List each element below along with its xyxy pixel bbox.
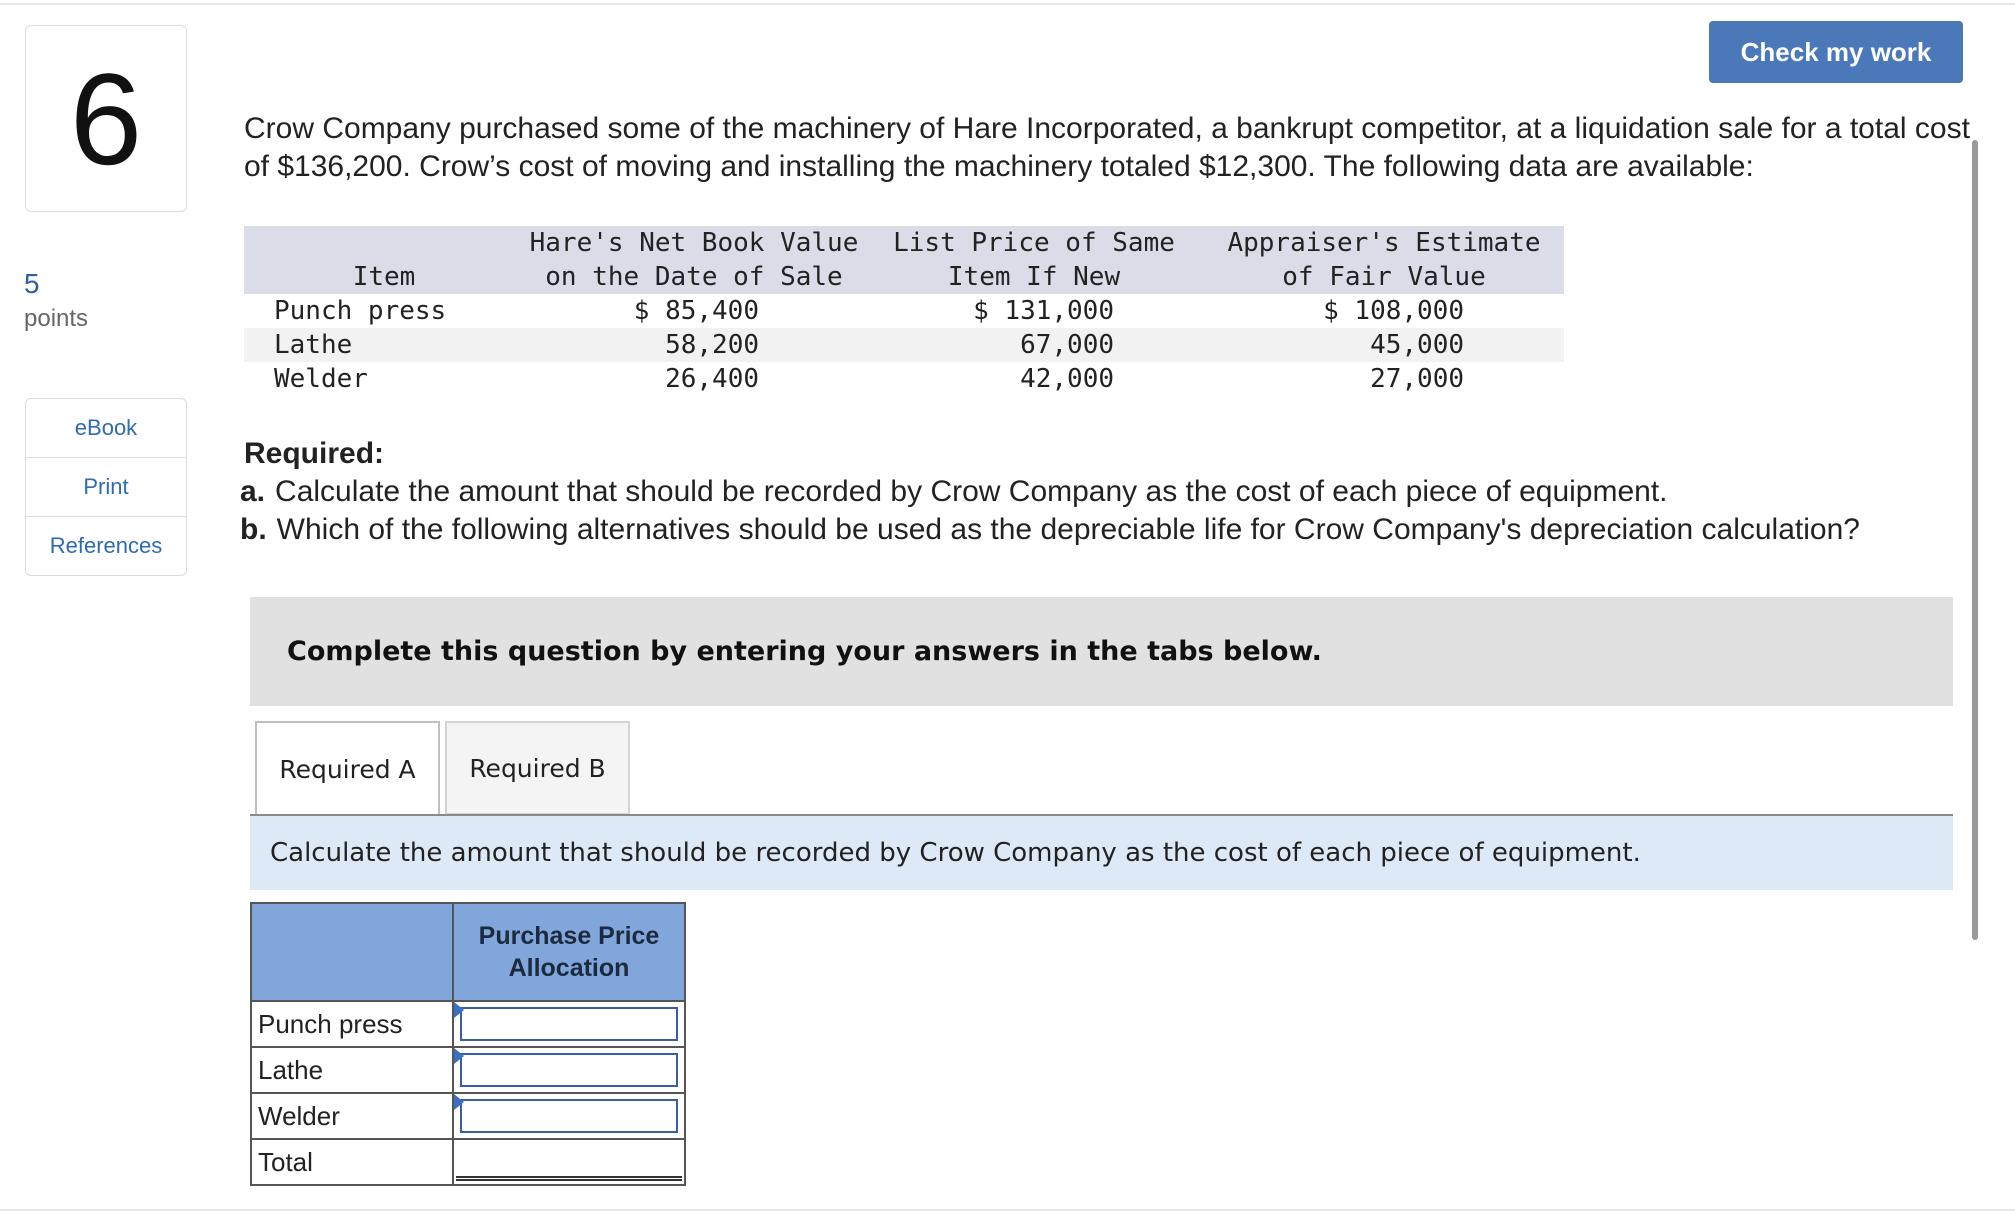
- row-book-value: 26,400: [665, 364, 759, 394]
- required-b-text: Which of the following alternatives should be used as the depreciable life for Crow Company's depreciation calculation?: [276, 513, 1860, 546]
- welder-cell: [453, 1093, 685, 1139]
- punch-press-cell: [453, 1001, 685, 1047]
- table-row: [244, 362, 1564, 396]
- tab-required-a[interactable]: Required A: [255, 721, 440, 815]
- row-label-lathe: Lathe: [251, 1047, 453, 1093]
- answer-table: [250, 902, 686, 1186]
- tab-required-b[interactable]: Required B: [445, 721, 630, 815]
- print-link[interactable]: Print: [26, 458, 186, 517]
- table-row: [251, 1001, 685, 1047]
- table-row: [251, 1093, 685, 1139]
- question-text: Crow Company purchased some of the machinery of Hare Incorporated, a bankrupt competitor, at a liquidation sale for a total cost of $136,200. Crow’s cost of moving and installing the machinery totaled $12,300. The following data are available:: [244, 112, 1970, 183]
- punch-press-input[interactable]: [460, 1007, 678, 1041]
- required-a-marker: a.: [240, 475, 266, 508]
- required-b: [240, 513, 1860, 547]
- row-item: Welder: [274, 364, 368, 394]
- answer-table-corner: [251, 903, 453, 1001]
- instructions-banner: [250, 597, 1953, 706]
- required-a-text: Calculate the amount that should be recorded by Crow Company as the cost of each piece of equipment.: [275, 475, 1668, 508]
- total-cell: [453, 1139, 685, 1185]
- tab-instruction: [250, 816, 1953, 890]
- bottom-divider: [0, 1209, 2015, 1211]
- header-col2-line2: Item If New: [947, 262, 1121, 292]
- row-item: Punch press: [274, 296, 447, 326]
- row-item: Lathe: [274, 330, 353, 360]
- row-list-price: $ 131,000: [973, 296, 1114, 326]
- total-value: [456, 1143, 682, 1181]
- row-list-price: 67,000: [1020, 330, 1114, 360]
- data-table-header: [244, 226, 1564, 294]
- resource-links: [25, 398, 187, 576]
- banner-text: Complete this question by entering your answers in the tabs below.: [287, 636, 1322, 667]
- input-marker-icon: [454, 1048, 464, 1064]
- header-line2: Allocation: [508, 954, 630, 982]
- points-label: points: [24, 305, 89, 332]
- welder-input[interactable]: [460, 1099, 678, 1133]
- row-label-welder: Welder: [251, 1093, 453, 1139]
- required-b-marker: b.: [240, 513, 267, 546]
- input-marker-icon: [454, 1094, 464, 1110]
- row-book-value: $ 85,400: [633, 296, 759, 326]
- data-table: [244, 226, 1564, 396]
- question-number-box: [25, 25, 187, 212]
- top-divider: [0, 3, 2015, 5]
- table-row: [251, 1139, 685, 1185]
- header-col3-line2: of Fair Value: [1282, 262, 1486, 292]
- row-fair-value: $ 108,000: [1323, 296, 1464, 326]
- required-a: [240, 475, 1668, 509]
- header-item: Item: [352, 262, 416, 292]
- points-value: 5: [24, 268, 40, 299]
- references-link[interactable]: References: [49, 533, 163, 558]
- vertical-scrollbar[interactable]: [1972, 140, 1978, 940]
- tab-instruction-text: Calculate the amount that should be recorded by Crow Company as the cost of each piece of equipment.: [270, 838, 1641, 868]
- row-label-total: Total: [251, 1139, 453, 1185]
- table-row: [251, 1047, 685, 1093]
- lathe-input[interactable]: [460, 1053, 678, 1087]
- header-col3-line1: Appraiser's Estimate: [1227, 228, 1541, 258]
- input-marker-icon: [454, 1002, 464, 1018]
- ebook-link[interactable]: eBook: [26, 399, 186, 458]
- header-col2-line1: List Price of Same: [893, 228, 1175, 258]
- required-title: Required:: [244, 437, 385, 470]
- header-line1: Purchase Price: [478, 922, 660, 950]
- header-col1-line1: Hare's Net Book Value: [529, 228, 859, 258]
- question-number: 6: [69, 45, 143, 192]
- table-row: [244, 294, 1564, 328]
- row-book-value: 58,200: [665, 330, 759, 360]
- row-fair-value: 27,000: [1370, 364, 1464, 394]
- header-col1-line2: on the Date of Sale: [545, 262, 843, 292]
- table-row: [244, 328, 1564, 362]
- answer-table-header: [453, 903, 685, 1001]
- row-list-price: 42,000: [1020, 364, 1114, 394]
- row-fair-value: 45,000: [1370, 330, 1464, 360]
- row-label-punch-press: Punch press: [251, 1001, 453, 1047]
- lathe-cell: [453, 1047, 685, 1093]
- check-my-work-button[interactable]: Check my work: [1709, 21, 1963, 83]
